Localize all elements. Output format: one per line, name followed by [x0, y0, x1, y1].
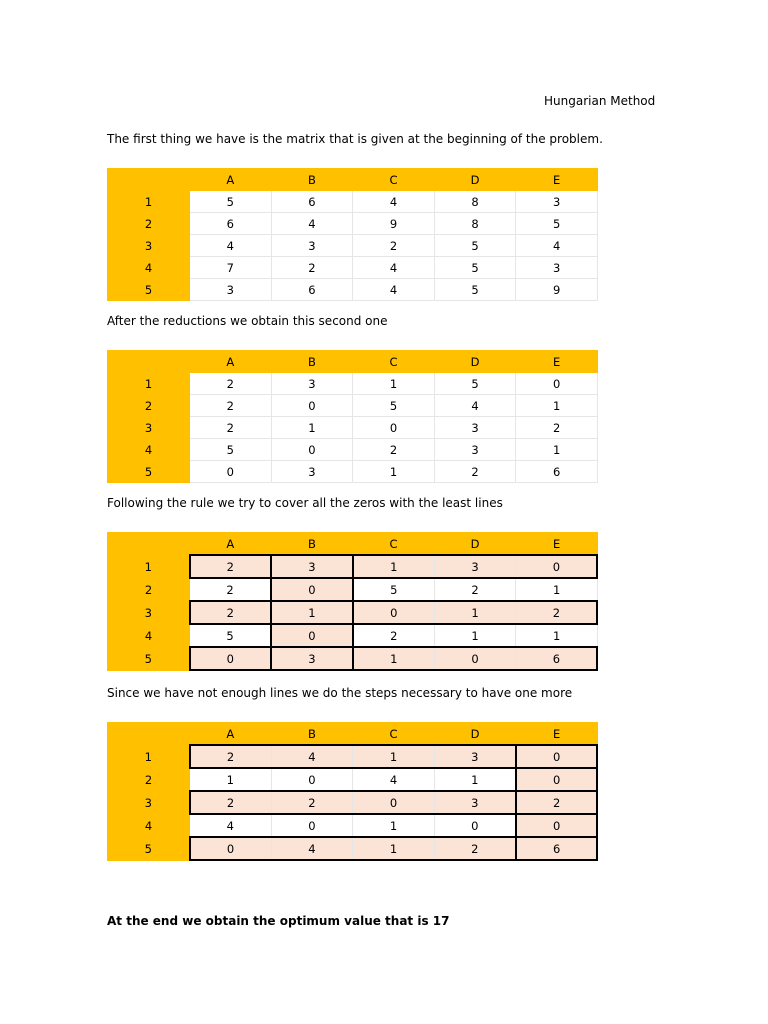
table-row — [108, 601, 598, 624]
header-row — [108, 723, 598, 746]
table-cell: 1 — [434, 601, 516, 624]
row-header: 5 — [108, 837, 190, 860]
table-cell: 3 — [271, 555, 353, 578]
table-row — [108, 555, 598, 578]
table-cell: 8 — [434, 191, 516, 213]
table-cell: 0 — [190, 647, 272, 670]
table-cell: 5 — [353, 578, 435, 601]
column-header: B — [271, 169, 353, 191]
table-row — [108, 461, 598, 483]
table-row — [108, 213, 598, 235]
column-header: C — [353, 723, 435, 746]
table-cell: 2 — [271, 791, 353, 814]
table-cell: 1 — [353, 814, 435, 837]
header-row — [108, 351, 598, 373]
table-cell: 4 — [271, 837, 353, 860]
table-cell: 0 — [271, 578, 353, 601]
row-header: 3 — [108, 601, 190, 624]
column-header: B — [271, 533, 353, 556]
table-cell: 2 — [353, 624, 435, 647]
table-cell: 1 — [353, 837, 435, 860]
table-row — [108, 578, 598, 601]
table-cell: 0 — [434, 647, 516, 670]
matrix-table-4 — [107, 722, 598, 861]
table-cell: 5 — [190, 624, 272, 647]
table-cell: 4 — [434, 395, 516, 417]
table-row — [108, 768, 598, 791]
table-cell: 5 — [434, 257, 516, 279]
row-header: 5 — [108, 279, 190, 301]
table-cell: 2 — [434, 837, 516, 860]
header-corner-cell — [108, 723, 190, 746]
table-cell: 3 — [271, 373, 353, 395]
table-cell: 0 — [516, 814, 598, 837]
column-header: E — [516, 351, 598, 373]
table-cell: 6 — [190, 213, 272, 235]
table-row — [108, 791, 598, 814]
table-cell: 9 — [516, 279, 598, 301]
table-cell: 2 — [434, 461, 516, 483]
header-row — [108, 169, 598, 191]
table-row — [108, 837, 598, 860]
table-cell: 0 — [271, 395, 353, 417]
table-cell: 1 — [190, 768, 272, 791]
table-cell: 2 — [190, 373, 272, 395]
table-cell: 4 — [353, 768, 435, 791]
table-cell: 0 — [353, 791, 435, 814]
table-cell: 2 — [190, 555, 272, 578]
row-header: 1 — [108, 373, 190, 395]
table-cell: 1 — [434, 624, 516, 647]
table-cell: 2 — [190, 578, 272, 601]
table-cell: 9 — [353, 213, 435, 235]
table-cell: 0 — [434, 814, 516, 837]
row-header: 4 — [108, 814, 190, 837]
table-cell: 1 — [271, 417, 353, 439]
table-cell: 1 — [353, 373, 435, 395]
table-row — [108, 279, 598, 301]
table-cell: 5 — [190, 439, 272, 461]
row-header: 5 — [108, 461, 190, 483]
table-cell: 5 — [434, 235, 516, 257]
column-header: A — [190, 351, 272, 373]
conclusion-text: At the end we obtain the optimum value that is 17 — [107, 914, 450, 928]
table-cell: 4 — [353, 257, 435, 279]
table-cell: 0 — [271, 439, 353, 461]
table-cell: 4 — [271, 745, 353, 768]
matrix-table-3 — [107, 532, 598, 671]
row-header: 2 — [108, 578, 190, 601]
table-cell: 0 — [190, 461, 272, 483]
table-cell: 3 — [434, 555, 516, 578]
table-cell: 2 — [353, 235, 435, 257]
column-header: D — [434, 533, 516, 556]
table-cell: 3 — [434, 417, 516, 439]
table-cell: 2 — [516, 791, 598, 814]
row-header: 1 — [108, 745, 190, 768]
table-cell: 2 — [190, 601, 272, 624]
row-header: 2 — [108, 768, 190, 791]
document-title: Hungarian Method — [544, 94, 656, 108]
table-row — [108, 235, 598, 257]
column-header: A — [190, 169, 272, 191]
table-row — [108, 647, 598, 670]
table-cell: 6 — [516, 837, 598, 860]
table-cell: 2 — [190, 417, 272, 439]
column-header: B — [271, 351, 353, 373]
header-corner-cell — [108, 533, 190, 556]
column-header: E — [516, 723, 598, 746]
table-cell: 6 — [516, 461, 598, 483]
table-cell: 4 — [271, 213, 353, 235]
paragraph-reductions: After the reductions we obtain this second one — [107, 314, 388, 328]
table-cell: 5 — [353, 395, 435, 417]
table-cell: 4 — [353, 191, 435, 213]
table-cell: 4 — [190, 814, 272, 837]
table-row — [108, 417, 598, 439]
column-header: C — [353, 169, 435, 191]
table-cell: 0 — [516, 555, 598, 578]
table-cell: 5 — [434, 279, 516, 301]
table-cell: 3 — [434, 791, 516, 814]
table-cell: 1 — [353, 461, 435, 483]
table-cell: 1 — [353, 745, 435, 768]
table-cell: 6 — [271, 191, 353, 213]
table-cell: 3 — [434, 439, 516, 461]
column-header: D — [434, 351, 516, 373]
row-header: 2 — [108, 395, 190, 417]
table-cell: 2 — [353, 439, 435, 461]
column-header: C — [353, 351, 435, 373]
table-row — [108, 439, 598, 461]
row-header: 3 — [108, 235, 190, 257]
table-cell: 3 — [190, 279, 272, 301]
table-cell: 1 — [271, 601, 353, 624]
table-cell: 7 — [190, 257, 272, 279]
table-cell: 0 — [271, 624, 353, 647]
header-corner-cell — [108, 169, 190, 191]
table-cell: 0 — [271, 814, 353, 837]
table-cell: 2 — [434, 578, 516, 601]
table-row — [108, 745, 598, 768]
table-cell: 1 — [516, 439, 598, 461]
paragraph-intro: The first thing we have is the matrix that is given at the beginning of the problem. — [107, 132, 603, 146]
table-cell: 2 — [190, 745, 272, 768]
table-cell: 5 — [434, 373, 516, 395]
column-header: A — [190, 723, 272, 746]
header-row — [108, 533, 598, 556]
table-row — [108, 373, 598, 395]
table-cell: 1 — [516, 578, 598, 601]
column-header: D — [434, 723, 516, 746]
column-header: E — [516, 533, 598, 556]
row-header: 4 — [108, 439, 190, 461]
table-cell: 2 — [516, 601, 598, 624]
table-row — [108, 814, 598, 837]
paragraph-cover-zeros: Following the rule we try to cover all the zeros with the least lines — [107, 496, 503, 510]
table-cell: 2 — [516, 417, 598, 439]
table-cell: 0 — [353, 417, 435, 439]
row-header: 3 — [108, 417, 190, 439]
row-header: 4 — [108, 624, 190, 647]
table-cell: 1 — [516, 395, 598, 417]
table-cell: 1 — [353, 555, 435, 578]
table-cell: 3 — [516, 257, 598, 279]
table-cell: 0 — [271, 768, 353, 791]
header-corner-cell — [108, 351, 190, 373]
table-cell: 3 — [516, 191, 598, 213]
table-cell: 6 — [516, 647, 598, 670]
table-cell: 0 — [353, 601, 435, 624]
table-cell: 6 — [271, 279, 353, 301]
table-cell: 4 — [190, 235, 272, 257]
table-cell: 5 — [516, 213, 598, 235]
column-header: D — [434, 169, 516, 191]
table-cell: 2 — [271, 257, 353, 279]
table-cell: 0 — [516, 373, 598, 395]
table-cell: 1 — [434, 768, 516, 791]
row-header: 1 — [108, 191, 190, 213]
table-cell: 2 — [190, 395, 272, 417]
row-header: 2 — [108, 213, 190, 235]
matrix-table-2 — [107, 350, 598, 483]
table-cell: 8 — [434, 213, 516, 235]
row-header: 5 — [108, 647, 190, 670]
matrix-table-1 — [107, 168, 598, 301]
table-cell: 3 — [271, 461, 353, 483]
table-cell: 3 — [434, 745, 516, 768]
table-cell: 2 — [190, 791, 272, 814]
row-header: 3 — [108, 791, 190, 814]
row-header: 1 — [108, 555, 190, 578]
column-header: E — [516, 169, 598, 191]
table-cell: 4 — [353, 279, 435, 301]
table-row — [108, 395, 598, 417]
table-row — [108, 191, 598, 213]
table-cell: 3 — [271, 235, 353, 257]
table-row — [108, 624, 598, 647]
table-cell: 0 — [516, 768, 598, 791]
paragraph-more-lines: Since we have not enough lines we do the steps necessary to have one more — [107, 686, 573, 700]
row-header: 4 — [108, 257, 190, 279]
table-cell: 1 — [516, 624, 598, 647]
table-cell: 3 — [271, 647, 353, 670]
table-cell: 0 — [516, 745, 598, 768]
column-header: C — [353, 533, 435, 556]
table-cell: 5 — [190, 191, 272, 213]
table-cell: 1 — [353, 647, 435, 670]
table-cell: 0 — [190, 837, 272, 860]
column-header: B — [271, 723, 353, 746]
table-row — [108, 257, 598, 279]
table-cell: 4 — [516, 235, 598, 257]
column-header: A — [190, 533, 272, 556]
